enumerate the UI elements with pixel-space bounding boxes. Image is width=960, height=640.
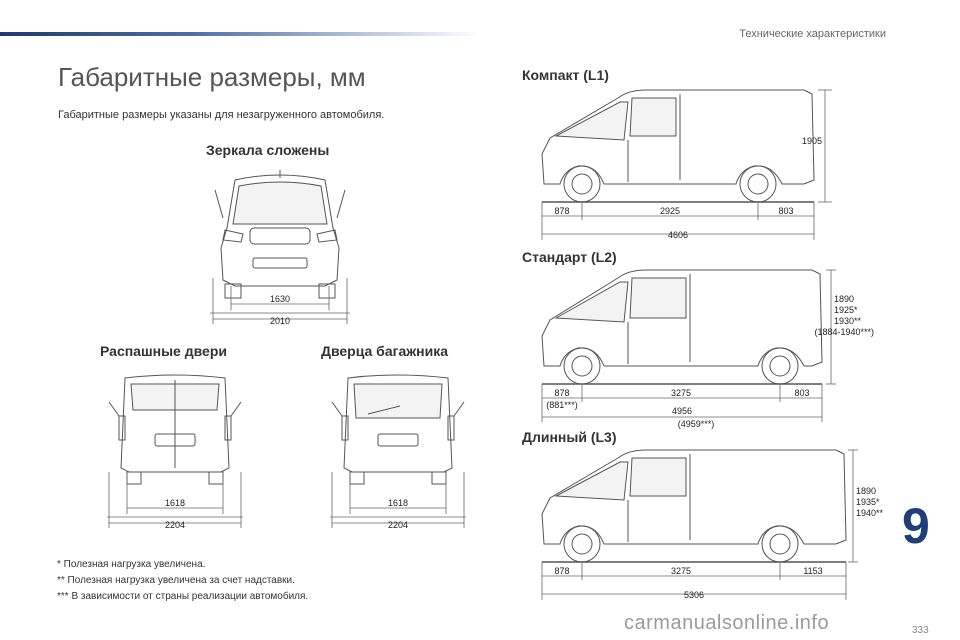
front-wheel bbox=[564, 526, 600, 562]
windshield bbox=[556, 282, 628, 322]
windshield bbox=[556, 462, 628, 500]
height-long-0: 1890 bbox=[856, 486, 877, 496]
front-grille bbox=[250, 228, 310, 244]
dim-tailgate-inner: 1618 bbox=[387, 498, 409, 508]
dim-front-note-standard: (881***) bbox=[546, 400, 578, 410]
windshield bbox=[233, 182, 327, 224]
height-standard-3: (1884-1940***) bbox=[814, 327, 874, 337]
footnote-2: ** Полезная нагрузка увеличена за счет надставки. bbox=[57, 575, 295, 586]
side-window bbox=[630, 98, 676, 136]
dim-swing-inner: 1618 bbox=[164, 498, 186, 508]
intro-text: Габаритные размеры указаны для незагруженного автомобиля. bbox=[58, 109, 385, 121]
rear-tailgate-figure bbox=[328, 372, 468, 532]
dim-wheelbase-standard: 3275 bbox=[670, 388, 692, 398]
page-heading: Габаритные размеры, мм bbox=[58, 62, 366, 92]
rear-swing-doors-figure bbox=[105, 372, 245, 532]
dim-front-compact: 878 bbox=[554, 206, 570, 216]
side-view-standard-figure bbox=[536, 262, 876, 432]
height-compact-0: 1905 bbox=[801, 136, 822, 146]
height-standard-1: 1925* bbox=[834, 305, 858, 315]
footnote-1: * Полезная нагрузка увеличена. bbox=[57, 559, 206, 570]
dim-mirrors-outer: 2010 bbox=[269, 316, 291, 326]
dim-wheelbase-long: 3275 bbox=[670, 566, 692, 576]
dim-rear-standard: 803 bbox=[794, 388, 810, 398]
chapter-number: 9 bbox=[902, 498, 930, 554]
header-accent-bar bbox=[0, 32, 480, 36]
caption-mirrors-folded: Зеркала сложены bbox=[206, 142, 330, 158]
dim-tailgate-outer: 2204 bbox=[387, 520, 409, 530]
title-long: Длинный (L3) bbox=[522, 429, 617, 445]
front-wheel bbox=[564, 166, 600, 202]
plate bbox=[378, 434, 418, 446]
height-long-1: 1935* bbox=[856, 497, 880, 507]
dim-mirrors-inner: 1630 bbox=[269, 294, 291, 304]
dim-length-compact: 4606 bbox=[667, 230, 689, 240]
height-long-2: 1940** bbox=[856, 508, 884, 518]
dim-rear-long: 1153 bbox=[803, 566, 823, 576]
caption-swing-doors: Распашные двери bbox=[100, 343, 227, 359]
rear-wheel bbox=[762, 348, 798, 384]
side-view-compact-figure bbox=[536, 84, 836, 244]
dim-wheelbase-compact: 2925 bbox=[659, 206, 681, 216]
front-view-figure bbox=[205, 168, 355, 328]
dim-length-note-standard: (4959***) bbox=[677, 419, 715, 429]
dim-front-long: 878 bbox=[554, 566, 570, 576]
section-title: Технические характеристики bbox=[739, 28, 886, 40]
caption-tailgate: Дверца багажника bbox=[321, 343, 449, 359]
dim-swing-outer: 2204 bbox=[164, 520, 186, 530]
title-compact: Компакт (L1) bbox=[522, 67, 609, 83]
dim-front-standard: 878 bbox=[554, 388, 570, 398]
side-window bbox=[630, 278, 686, 318]
dim-length-standard: 4956 bbox=[671, 406, 693, 416]
watermark: carmanualsonline.info bbox=[624, 612, 830, 634]
lower-grille bbox=[253, 258, 307, 268]
rear-wheel bbox=[740, 166, 776, 202]
side-window bbox=[630, 458, 686, 496]
front-wheel bbox=[564, 348, 600, 384]
dim-length-long: 5306 bbox=[683, 590, 705, 600]
rear-wheel bbox=[762, 526, 798, 562]
footnote-3: *** В зависимости от страны реализации автомобиля. bbox=[57, 591, 309, 602]
side-view-long-figure bbox=[536, 444, 896, 604]
dim-rear-compact: 803 bbox=[778, 206, 794, 216]
windshield bbox=[556, 102, 628, 140]
title-standard: Стандарт (L2) bbox=[522, 249, 617, 265]
page-number: 333 bbox=[912, 625, 929, 636]
height-standard-0: 1890 bbox=[834, 294, 855, 304]
height-standard-2: 1930** bbox=[834, 316, 862, 326]
